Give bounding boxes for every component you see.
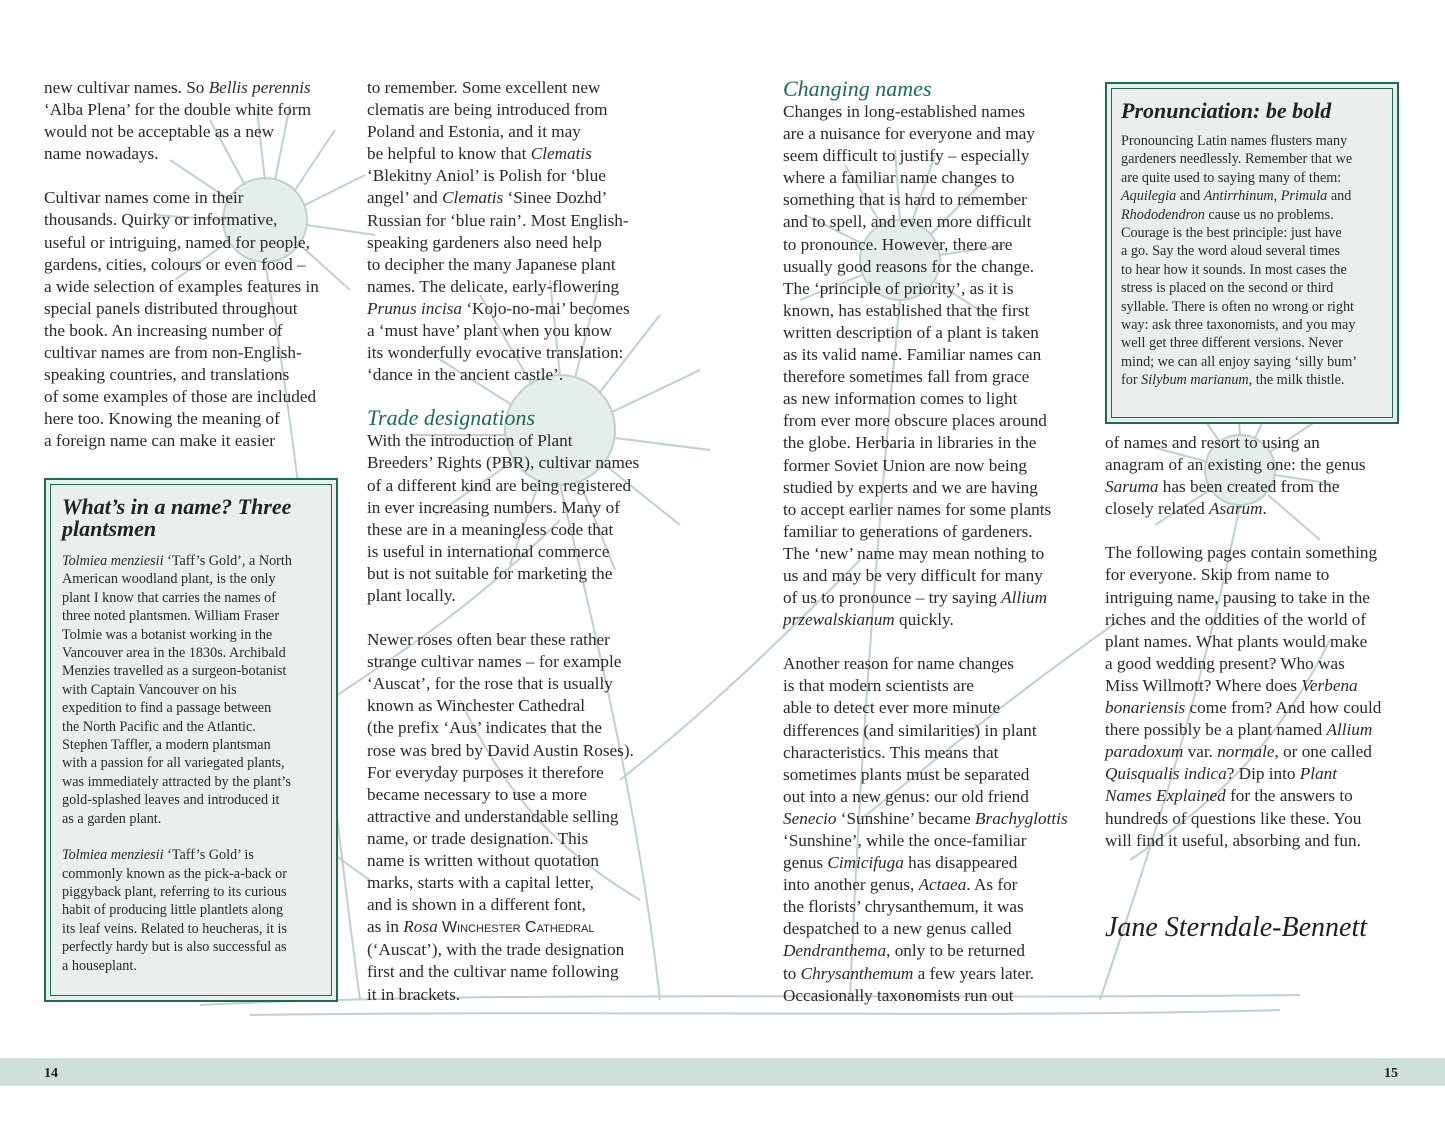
- text-line: plant names. What plants would make: [1105, 631, 1368, 651]
- text-line: to decipher the many Japanese plant: [367, 254, 616, 274]
- col1-para-1: [44, 77, 344, 165]
- text-line: has been created from the: [1158, 477, 1340, 497]
- text-line: there possibly be a plant named: [1105, 720, 1327, 740]
- text-line: stress is placed on the second or third: [1121, 280, 1334, 297]
- text-line: Tolmie was a botanist working in the: [62, 626, 273, 643]
- text-line: ‘Auscat’, for the rose that is usually: [367, 674, 613, 694]
- text-line: and is shown in a different font,: [367, 895, 586, 915]
- text-line: .: [1262, 499, 1267, 519]
- text-line: cause us no problems.: [1204, 206, 1334, 223]
- text-line: commonly known as the pick-a-back or: [62, 865, 287, 882]
- text-line: special panels distributed throughout: [44, 298, 298, 318]
- text-line: The ‘new’ name may mean nothing to: [783, 543, 1045, 563]
- text-line: a houseplant.: [62, 957, 137, 974]
- text-line: will find it useful, absorbing and fun.: [1105, 830, 1361, 850]
- text-line: rose was bred by David Austin Roses).: [367, 740, 634, 760]
- text-line: closely related: [1105, 499, 1210, 519]
- text-line: With the introduction of Plant: [367, 431, 573, 451]
- col3-para-1: [783, 101, 1083, 631]
- text-italic: Plant: [1299, 764, 1338, 784]
- text-line: of us to pronounce – try saying: [783, 588, 1002, 608]
- col4-para-1: [1105, 432, 1405, 520]
- text-line: . As for: [966, 875, 1018, 895]
- text-line: well get three different versions. Never: [1121, 335, 1343, 352]
- text-line: gardens, cities, colours or even food –: [44, 254, 306, 274]
- text-line: plant locally.: [367, 585, 456, 605]
- sidebar-box-pronunciation: [1105, 82, 1399, 424]
- text-italic: Allium: [1001, 588, 1047, 608]
- text-line: it in brackets.: [367, 984, 461, 1004]
- text-line: the book. An increasing number of: [44, 320, 283, 340]
- text-line: Russian for ‘blue rain’. Most English-: [367, 210, 629, 230]
- text-line: therefore sometimes fall from grace: [783, 367, 1030, 387]
- text-line: familiar to generations of gardeners.: [783, 521, 1033, 541]
- text-line: sometimes plants must be separated: [783, 764, 1030, 784]
- text-line: useful or intriguing, named for people,: [44, 232, 310, 252]
- trade-designation-text: Winchester Cathedral: [441, 919, 595, 937]
- text-line: come from? And how could: [1185, 698, 1382, 718]
- text-line: of some examples of those are included: [44, 387, 317, 407]
- text-line: to accept earlier names for some plants: [783, 499, 1052, 519]
- text-line: Pronouncing Latin names flusters many: [1121, 133, 1348, 149]
- text-line: Another reason for name changes: [783, 654, 1014, 674]
- text-line: and: [1327, 188, 1352, 205]
- text-line: syllable. There is often no wrong or right: [1121, 298, 1354, 315]
- text-italic: Chrysanthemum: [800, 963, 914, 983]
- text-italic: Aquilegia: [1121, 188, 1177, 205]
- text-line: three noted plantsmen. William Fraser: [62, 608, 280, 625]
- text-line: mind; we can all enjoy saying ‘silly bum’: [1121, 353, 1358, 370]
- column-4: [1105, 432, 1405, 852]
- text-line: with Captain Vancouver on his: [62, 681, 237, 698]
- text-line: out into a new genus: our old friend: [783, 786, 1029, 806]
- box-body: [1121, 132, 1387, 390]
- text-line: the North Pacific and the Atlantic.: [62, 718, 256, 735]
- text-line: studied by experts and we are having: [783, 477, 1038, 497]
- section-heading-trade-designations: Trade designations: [367, 405, 536, 431]
- text-italic: Bellis perennis: [208, 78, 311, 97]
- column-1: [44, 77, 344, 453]
- text-line: For everyday purposes it therefore: [367, 762, 604, 782]
- text-italic: Actaea: [918, 875, 967, 895]
- text-line: to remember. Some excellent new: [367, 78, 601, 97]
- text-line: has disappeared: [903, 853, 1018, 873]
- text-line: intriguing name, pausing to take in the: [1105, 587, 1370, 607]
- text-line: as a garden plant.: [62, 810, 162, 827]
- footer-band: [0, 1058, 1445, 1086]
- column-2: [367, 77, 667, 1006]
- text-line: was immediately attracted by the plant’s: [62, 773, 291, 790]
- text-line: as new information comes to light: [783, 389, 1018, 409]
- text-italic: Dendranthema: [783, 941, 887, 961]
- text-line: angel’ and: [367, 188, 443, 208]
- text-line: clematis are being introduced from: [367, 100, 608, 120]
- text-italic: Names Explained: [1105, 786, 1226, 806]
- text-line: written description of a plant is taken: [783, 322, 1039, 342]
- text-line: Menzies travelled as a surgeon-botanist: [62, 663, 287, 680]
- text-line: first and the cultivar name following: [367, 962, 619, 982]
- text-line: habit of producing little plantlets along: [62, 902, 284, 919]
- text-line: plant I know that carries the names of: [62, 589, 276, 606]
- text-italic: Rosa: [403, 917, 438, 937]
- text-line: of a different kind are being registered: [367, 475, 632, 495]
- column-3: [783, 77, 1083, 1007]
- text-line: speaking gardeners also need help: [367, 232, 602, 252]
- text-line: attractive and understandable selling: [367, 806, 619, 826]
- text-line: riches and the oddities of the world of: [1105, 609, 1367, 629]
- text-line: as its valid name. Familiar names can: [783, 345, 1042, 365]
- text-italic: normale: [1217, 742, 1275, 762]
- text-line: name, or trade designation. This: [367, 828, 589, 848]
- author-signature: Jane Sterndale-Bennett: [1105, 912, 1368, 943]
- text-line: these are in a meaningless code that: [367, 519, 614, 539]
- col2-para-1: [367, 77, 667, 386]
- text-line: ‘Alba Plena’ for the double white form: [44, 100, 311, 120]
- text-line: expedition to find a passage between: [62, 700, 272, 717]
- text-italic: Tolmiea menziesii: [62, 847, 164, 864]
- text-line: hundreds of questions like these. You: [1105, 808, 1362, 828]
- text-italic: Allium: [1326, 720, 1373, 740]
- text-italic: Verbena: [1301, 675, 1358, 695]
- text-line: ‘Sunshine’ became: [836, 808, 976, 828]
- text-line: as in: [367, 917, 404, 937]
- text-line: for: [1121, 372, 1142, 389]
- text-line: is useful in international commerce: [367, 541, 610, 561]
- text-line: for the answers to: [1225, 786, 1353, 806]
- text-line: usually good reasons for the change.: [783, 256, 1035, 276]
- col2-para-2: [367, 430, 667, 607]
- text-line: ‘Kojo-no-mai’ becomes: [462, 298, 630, 318]
- text-line: perfectly hardy but is also successful as: [62, 939, 287, 956]
- text-line: us and may be very difficult for many: [783, 565, 1043, 585]
- text-line: with a passion for all variegated plants,: [62, 755, 285, 772]
- text-line: are quite used to saying many of them:: [1121, 169, 1342, 186]
- text-line: Breeders’ Rights (PBR), cultivar names: [367, 453, 640, 473]
- text-line: ‘Taff’s Gold’, a North: [163, 553, 292, 569]
- text-italic: Tolmiea menziesii: [62, 553, 164, 569]
- text-line: former Soviet Union are now being: [783, 455, 1027, 475]
- text-line: a good wedding present? Who was: [1105, 653, 1345, 673]
- text-italic: Clematis: [442, 188, 504, 208]
- text-line: characteristics. This means that: [783, 742, 999, 762]
- sidebar-box-three-plantsmen: [44, 478, 338, 1002]
- text-line: The following pages contain something: [1105, 543, 1378, 563]
- text-line: , or one called: [1274, 742, 1372, 762]
- text-line: (‘Auscat’), with the trade designation: [367, 940, 625, 960]
- text-line: differences (and similarities) in plant: [783, 720, 1037, 740]
- text-line: The ‘principle of priority’, as it is: [783, 278, 1014, 298]
- text-line: piggyback plant, referring to its curious: [62, 883, 287, 900]
- text-italic: Prunus incisa: [367, 298, 463, 318]
- text-line: to hear how it sounds. In most cases the: [1121, 261, 1347, 278]
- text-line: Courage is the best principle: just have: [1121, 225, 1342, 242]
- text-line: ? Dip into: [1226, 764, 1300, 784]
- text-line: , only to be returned: [886, 941, 1026, 961]
- text-italic: paradoxum: [1105, 742, 1184, 762]
- text-line: here too. Knowing the meaning of: [44, 409, 280, 429]
- text-line: name nowadays.: [44, 144, 159, 164]
- text-line: able to detect ever more minute: [783, 698, 1001, 718]
- text-line: from ever more obscure places around: [783, 411, 1047, 431]
- text-italic: Cimicifuga: [827, 853, 904, 873]
- text-line: way: ask three taxonomists, and you may: [1121, 317, 1356, 334]
- text-line: a foreign name can make it easier: [44, 431, 275, 451]
- box-body: [62, 552, 326, 975]
- text-line: name is written without quotation: [367, 851, 599, 870]
- text-line: and to spell, and even more difficult: [783, 212, 1032, 232]
- text-line: in ever increasing numbers. Many of: [367, 497, 620, 517]
- text-italic: Asarum: [1209, 499, 1263, 519]
- text-line: the florists’ chrysanthemum, it was: [783, 897, 1024, 917]
- text-line: a few years later.: [913, 963, 1035, 983]
- text-line: ‘Sinee Dozhd’: [503, 188, 608, 208]
- text-line: genus: [783, 853, 828, 873]
- text-line: where a familiar name changes to: [783, 168, 1015, 188]
- text-line: new cultivar names. So: [44, 78, 209, 97]
- text-line: marks, starts with a capital letter,: [367, 873, 594, 893]
- text-line: ‘dance in the ancient castle’.: [367, 365, 564, 385]
- box-title: Pronunciation: be bold: [1121, 98, 1332, 123]
- text-line: Poland and Estonia, and it may: [367, 122, 581, 142]
- title-line: plantsmen: [62, 516, 157, 541]
- text-line: Newer roses often bear these rather: [367, 630, 610, 650]
- text-italic: Saruma: [1105, 477, 1159, 497]
- page-number-right: 15: [1384, 1066, 1398, 1081]
- text-line: are a nuisance for everyone and may: [783, 124, 1035, 144]
- text-line: is that modern scientists are: [783, 676, 974, 696]
- text-line: Cultivar names come in their: [44, 188, 244, 208]
- text-line: cultivar names are from non-English-: [44, 343, 302, 363]
- text-line: its wonderfully evocative translation:: [367, 343, 624, 363]
- section-heading-changing-names: Changing names: [783, 76, 932, 101]
- page-number-left: 14: [44, 1066, 58, 1081]
- text-line: for everyone. Skip from name to: [1105, 565, 1330, 585]
- box-para-2: [62, 846, 326, 975]
- text-line: would not be acceptable as a new: [44, 122, 275, 142]
- text-line: American woodland plant, is the only: [62, 571, 276, 588]
- text-line: a ‘must have’ plant when you know: [367, 321, 613, 341]
- text-line: became necessary to use a more: [367, 784, 587, 804]
- text-line: its leaf veins. Related to heucheras, it is: [62, 920, 287, 937]
- text-line: something that is hard to remember: [783, 190, 1027, 210]
- text-line: ‘Sunshine’, while the once-familiar: [783, 831, 1027, 850]
- text-line: (the prefix ‘Aus’ indicates that the: [367, 718, 602, 738]
- text-italic: Primula: [1280, 188, 1328, 205]
- text-italic: Antirrhinum: [1203, 188, 1274, 205]
- text-italic: Senecio: [783, 808, 837, 828]
- text-line: , the milk thistle.: [1248, 372, 1345, 389]
- text-line: Stephen Taffler, a modern plantsman: [62, 737, 271, 754]
- text-line: and: [1176, 188, 1204, 205]
- text-line: to: [783, 963, 801, 983]
- text-line: but is not suitable for marketing the: [367, 563, 613, 583]
- text-line: a go. Say the word aloud several times: [1121, 243, 1341, 260]
- box-para-1: [62, 552, 326, 828]
- text-line: known, has established that the first: [783, 300, 1030, 320]
- text-line: into another genus,: [783, 875, 919, 895]
- text-line: names. The delicate, early-flowering: [367, 276, 620, 296]
- text-italic: Quisqualis indica: [1105, 764, 1227, 784]
- title-line: What’s in a name? Three: [62, 494, 292, 519]
- text-line: quickly.: [894, 610, 954, 630]
- text-line: strange cultivar names – for example: [367, 652, 622, 672]
- col1-para-2: [44, 187, 344, 452]
- text-italic: Brachyglottis: [975, 808, 1068, 828]
- col4-para-2: [1105, 542, 1405, 851]
- text-line: the globe. Herbaria in libraries in the: [783, 433, 1037, 453]
- text-italic: przewalskianum: [783, 610, 895, 630]
- text-line: seem difficult to justify – especially: [783, 146, 1030, 166]
- text-line: Changes in long-established names: [783, 102, 1026, 121]
- box-title: [62, 496, 326, 540]
- text-line: ‘Blekitny Aniol’ is Polish for ‘blue: [367, 166, 606, 186]
- text-line: var.: [1183, 742, 1218, 762]
- text-line: a wide selection of examples features in: [44, 276, 319, 296]
- text-italic: Clematis: [530, 144, 592, 164]
- text-line: anagram of an existing one: the genus: [1105, 455, 1366, 475]
- text-line: Occasionally taxonomists run out: [783, 985, 1014, 1005]
- text-line: of names and resort to using an: [1105, 433, 1320, 452]
- text-line: be helpful to know that: [367, 144, 531, 164]
- text-line: Miss Willmott? Where does: [1105, 675, 1302, 695]
- text-line: gardeners needlessly. Remember that we: [1121, 151, 1353, 168]
- col2-para-3: [367, 629, 667, 1006]
- text-line: to pronounce. However, there are: [783, 234, 1013, 254]
- text-line: Vancouver area in the 1830s. Archibald: [62, 645, 286, 662]
- text-line: known as Winchester Cathedral: [367, 696, 586, 716]
- text-line: thousands. Quirky or informative,: [44, 210, 278, 230]
- text-italic: Silybum marianum: [1141, 372, 1249, 389]
- col3-para-2: [783, 653, 1083, 1007]
- trade-designations-section: [367, 406, 667, 1005]
- text-line: ‘Taff’s Gold’ is: [163, 847, 254, 864]
- text-italic: bonariensis: [1105, 698, 1186, 718]
- text-line: ,: [1273, 188, 1281, 205]
- text-line: speaking countries, and translations: [44, 365, 290, 385]
- text-line: despatched to a new genus called: [783, 919, 1012, 939]
- text-line: gold-splashed leaves and introduced it: [62, 792, 280, 809]
- text-italic: Rhododendron: [1121, 206, 1205, 223]
